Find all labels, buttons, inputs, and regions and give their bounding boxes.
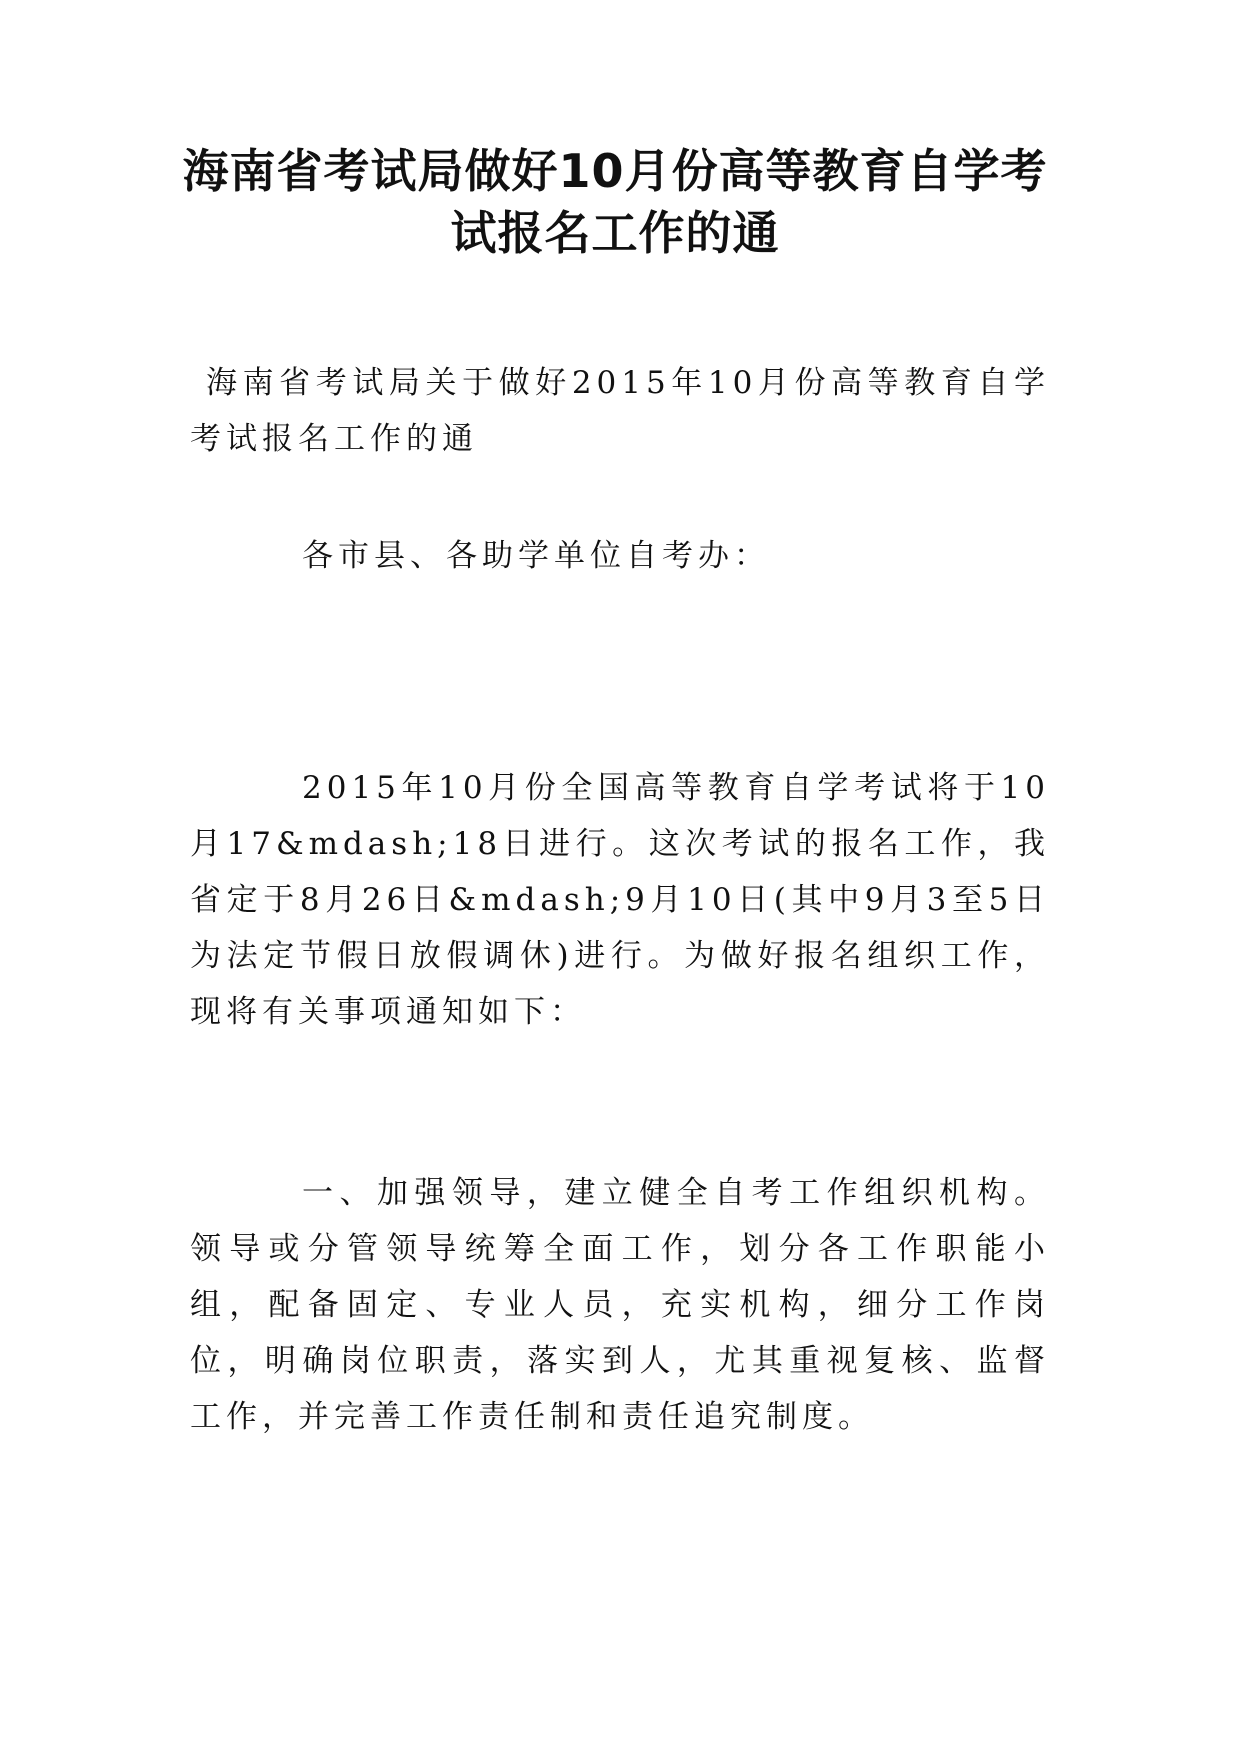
item-1-paragraph: 一、加强领导，建立健全自考工作组织机构。领导或分管领导统筹全面工作，划分各工作职能小组，配备固定、专业人员，充实机构，细分工作岗位，明确岗位职责，落实到人，尤其重视复核、监督工作，并完善工作责任制和责任追究制度。 bbox=[190, 1175, 1050, 1435]
intro-paragraph: 2015年10月份全国高等教育自学考试将于10月17&mdash;18日进行。这次考试的报名工作，我省定于8月26日&mdash;9月10日(其中9月3至5日为法定节假日放假调休)进行。为做好报名组织工作，现将有关事项通知如下： bbox=[190, 770, 1050, 1030]
document-subtitle: 海南省考试局关于做好2015年10月份高等教育自学考试报名工作的通 bbox=[190, 365, 1050, 457]
salutation: 各市县、各助学单位自考办： bbox=[302, 538, 770, 574]
document-title: 海南省考试局做好10月份高等教育自学考试报名工作的通 bbox=[182, 144, 1048, 260]
